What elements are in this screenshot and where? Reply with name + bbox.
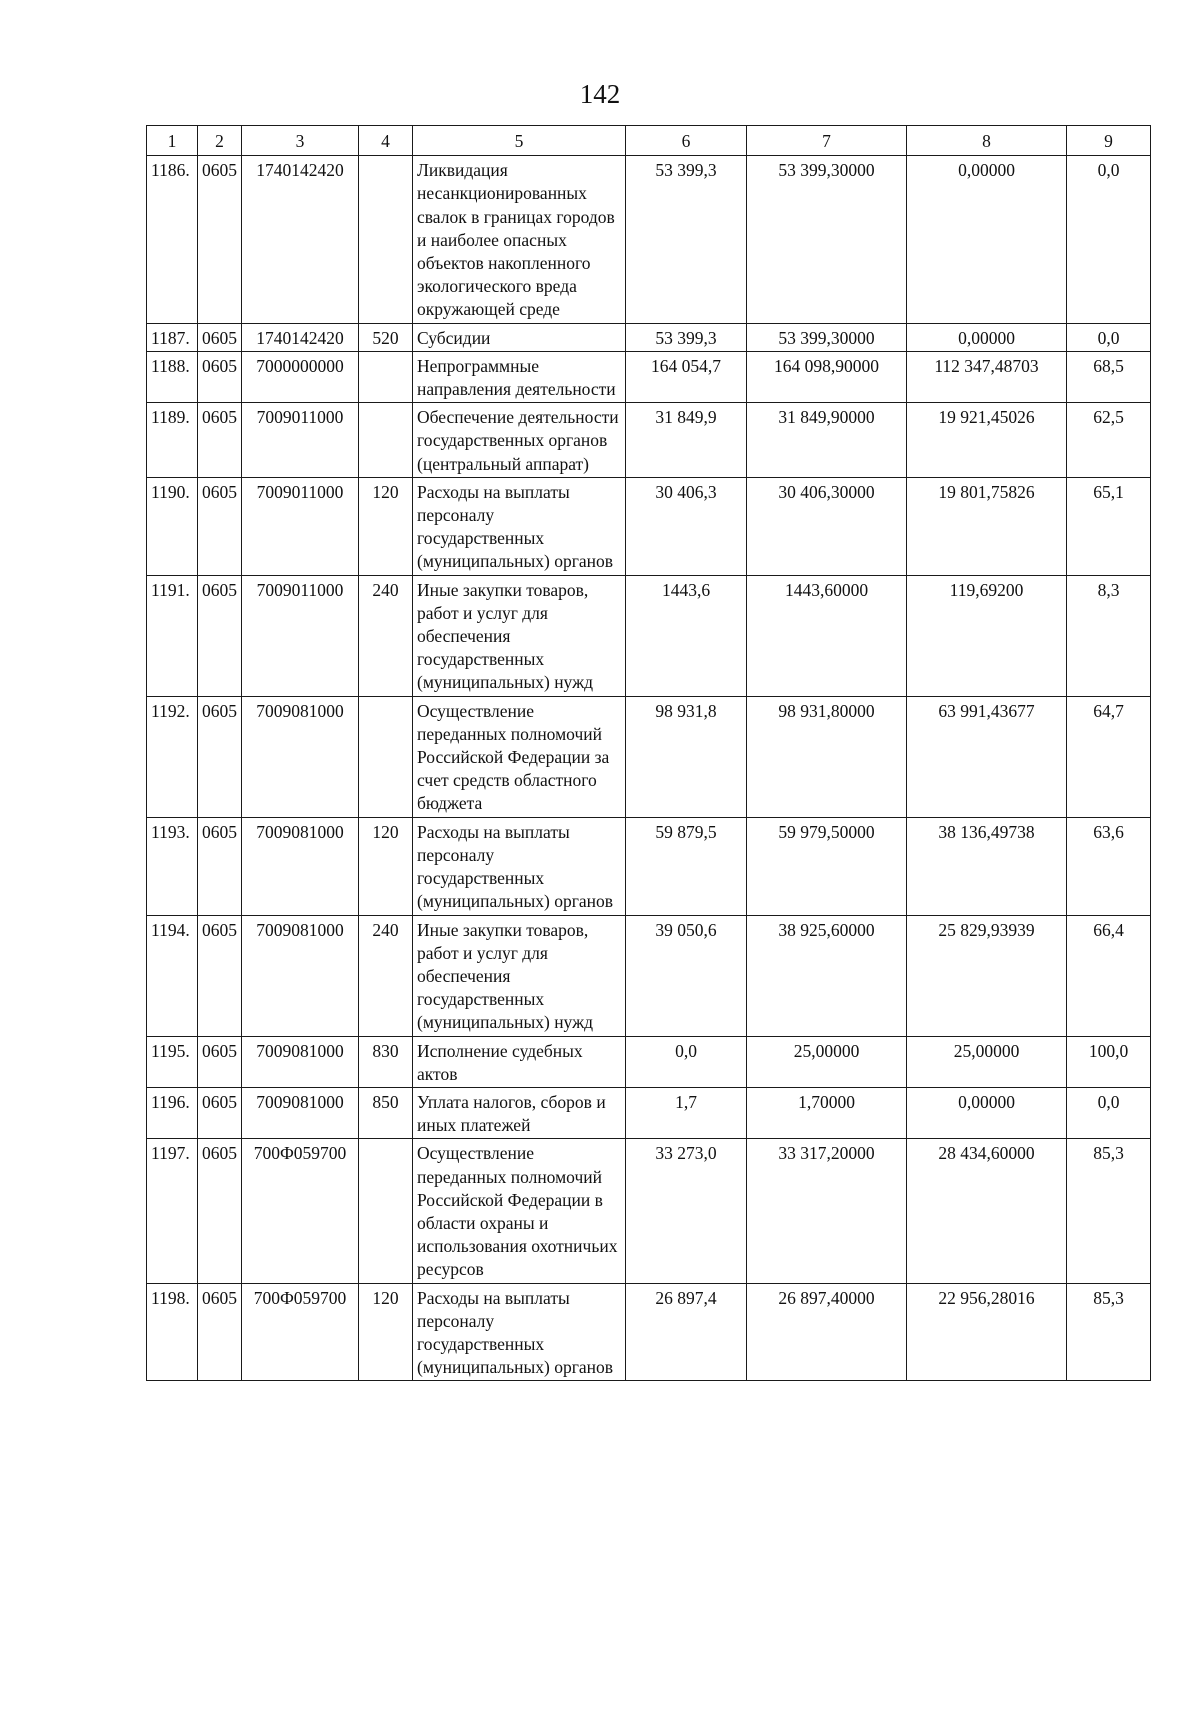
table-row [147, 696, 1151, 817]
target-code: 7009081000 [242, 817, 359, 915]
value-col-7: 26 897,40000 [747, 1283, 907, 1381]
target-code: 1740142420 [242, 156, 359, 323]
expense-type: 240 [359, 915, 413, 1036]
item-name: Осуществление переданных полномочий Российской Федерации за счет средств областного бюджета [413, 696, 626, 817]
value-col-8: 28 434,60000 [907, 1139, 1067, 1283]
header-cell-col-8: 8 [907, 126, 1067, 156]
value-col-7: 59 979,50000 [747, 817, 907, 915]
value-col-9: 68,5 [1067, 351, 1151, 402]
header-cell-col-9: 9 [1067, 126, 1151, 156]
section-code: 0605 [198, 1283, 242, 1381]
expense-type [359, 1139, 413, 1283]
value-col-7: 53 399,30000 [747, 323, 907, 351]
table-body [147, 156, 1151, 1381]
row-number: 1189. [147, 403, 198, 478]
section-code: 0605 [198, 1087, 242, 1138]
section-code: 0605 [198, 403, 242, 478]
value-col-8: 119,69200 [907, 575, 1067, 696]
item-name: Расходы на выплаты персоналу государственных (муниципальных) органов [413, 817, 626, 915]
header-cell-col-1: 1 [147, 126, 198, 156]
expense-type [359, 696, 413, 817]
section-code: 0605 [198, 351, 242, 402]
value-col-6: 30 406,3 [626, 477, 747, 575]
value-col-8: 63 991,43677 [907, 696, 1067, 817]
row-number: 1194. [147, 915, 198, 1036]
target-code: 7009011000 [242, 403, 359, 478]
row-number: 1187. [147, 323, 198, 351]
value-col-8: 19 921,45026 [907, 403, 1067, 478]
expense-type [359, 156, 413, 323]
value-col-6: 1443,6 [626, 575, 747, 696]
table-row [147, 1139, 1151, 1283]
expense-type: 850 [359, 1087, 413, 1138]
row-number: 1195. [147, 1036, 198, 1087]
target-code: 1740142420 [242, 323, 359, 351]
value-col-8: 38 136,49738 [907, 817, 1067, 915]
table-row [147, 1036, 1151, 1087]
item-name: Иные закупки товаров, работ и услуг для обеспечения государственных (муниципальных) нужд [413, 915, 626, 1036]
section-code: 0605 [198, 817, 242, 915]
table-row [147, 156, 1151, 323]
row-number: 1190. [147, 477, 198, 575]
target-code: 7009081000 [242, 696, 359, 817]
table-row [147, 323, 1151, 351]
table-row [147, 1087, 1151, 1138]
value-col-9: 8,3 [1067, 575, 1151, 696]
value-col-6: 26 897,4 [626, 1283, 747, 1381]
expense-type [359, 403, 413, 478]
value-col-8: 112 347,48703 [907, 351, 1067, 402]
item-name: Уплата налогов, сборов и иных платежей [413, 1087, 626, 1138]
row-number: 1196. [147, 1087, 198, 1138]
header-cell-col-3: 3 [242, 126, 359, 156]
value-col-6: 31 849,9 [626, 403, 747, 478]
value-col-6: 164 054,7 [626, 351, 747, 402]
value-col-7: 33 317,20000 [747, 1139, 907, 1283]
row-number: 1192. [147, 696, 198, 817]
value-col-8: 25,00000 [907, 1036, 1067, 1087]
value-col-8: 0,00000 [907, 156, 1067, 323]
section-code: 0605 [198, 477, 242, 575]
value-col-6: 59 879,5 [626, 817, 747, 915]
value-col-7: 1443,60000 [747, 575, 907, 696]
target-code: 7009011000 [242, 477, 359, 575]
target-code: 7009081000 [242, 1036, 359, 1087]
item-name: Иные закупки товаров, работ и услуг для обеспечения государственных (муниципальных) нужд [413, 575, 626, 696]
header-cell-col-6: 6 [626, 126, 747, 156]
expense-type: 830 [359, 1036, 413, 1087]
value-col-9: 85,3 [1067, 1283, 1151, 1381]
expense-type: 120 [359, 1283, 413, 1381]
section-code: 0605 [198, 915, 242, 1036]
value-col-6: 1,7 [626, 1087, 747, 1138]
value-col-6: 53 399,3 [626, 156, 747, 323]
row-number: 1188. [147, 351, 198, 402]
value-col-8: 19 801,75826 [907, 477, 1067, 575]
row-number: 1197. [147, 1139, 198, 1283]
item-name: Расходы на выплаты персоналу государственных (муниципальных) органов [413, 477, 626, 575]
section-code: 0605 [198, 696, 242, 817]
value-col-9: 65,1 [1067, 477, 1151, 575]
expense-type: 240 [359, 575, 413, 696]
value-col-9: 0,0 [1067, 323, 1151, 351]
item-name: Обеспечение деятельности государственных органов (центральный аппарат) [413, 403, 626, 478]
item-name: Субсидии [413, 323, 626, 351]
value-col-9: 0,0 [1067, 156, 1151, 323]
target-code: 700Ф059700 [242, 1139, 359, 1283]
row-number: 1191. [147, 575, 198, 696]
value-col-9: 66,4 [1067, 915, 1151, 1036]
row-number: 1198. [147, 1283, 198, 1381]
section-code: 0605 [198, 156, 242, 323]
value-col-8: 0,00000 [907, 323, 1067, 351]
table-row [147, 915, 1151, 1036]
value-col-9: 64,7 [1067, 696, 1151, 817]
target-code: 700Ф059700 [242, 1283, 359, 1381]
value-col-7: 98 931,80000 [747, 696, 907, 817]
item-name: Ликвидация несанкционированных свалок в границах городов и наиболее опасных объектов накопленного экологического вреда окружающей среде [413, 156, 626, 323]
header-cell-col-4: 4 [359, 126, 413, 156]
value-col-8: 25 829,93939 [907, 915, 1067, 1036]
page-number: 142 [579, 79, 621, 109]
value-col-9: 100,0 [1067, 1036, 1151, 1087]
value-col-7: 164 098,90000 [747, 351, 907, 402]
table-row [147, 351, 1151, 402]
value-col-7: 38 925,60000 [747, 915, 907, 1036]
table-row [147, 817, 1151, 915]
item-name: Расходы на выплаты персоналу государственных (муниципальных) органов [413, 1283, 626, 1381]
value-col-6: 33 273,0 [626, 1139, 747, 1283]
value-col-6: 53 399,3 [626, 323, 747, 351]
header-row [147, 126, 1151, 156]
value-col-8: 22 956,28016 [907, 1283, 1067, 1381]
value-col-9: 85,3 [1067, 1139, 1151, 1283]
table-row [147, 1283, 1151, 1381]
section-code: 0605 [198, 1139, 242, 1283]
expense-type [359, 351, 413, 402]
value-col-7: 25,00000 [747, 1036, 907, 1087]
value-col-9: 63,6 [1067, 817, 1151, 915]
value-col-9: 62,5 [1067, 403, 1151, 478]
expense-type: 120 [359, 817, 413, 915]
row-number: 1193. [147, 817, 198, 915]
value-col-6: 98 931,8 [626, 696, 747, 817]
target-code: 7009081000 [242, 915, 359, 1036]
expense-type: 120 [359, 477, 413, 575]
value-col-7: 53 399,30000 [747, 156, 907, 323]
section-code: 0605 [198, 575, 242, 696]
section-code: 0605 [198, 1036, 242, 1087]
table-row [147, 403, 1151, 478]
header-cell-col-5: 5 [413, 126, 626, 156]
table-row [147, 477, 1151, 575]
target-code: 7009081000 [242, 1087, 359, 1138]
header-cell-col-2: 2 [198, 126, 242, 156]
value-col-6: 39 050,6 [626, 915, 747, 1036]
value-col-7: 1,70000 [747, 1087, 907, 1138]
budget-table [146, 125, 1151, 1381]
target-code: 7000000000 [242, 351, 359, 402]
section-code: 0605 [198, 323, 242, 351]
value-col-7: 31 849,90000 [747, 403, 907, 478]
value-col-9: 0,0 [1067, 1087, 1151, 1138]
target-code: 7009011000 [242, 575, 359, 696]
value-col-8: 0,00000 [907, 1087, 1067, 1138]
table-row [147, 575, 1151, 696]
expense-type: 520 [359, 323, 413, 351]
item-name: Исполнение судебных актов [413, 1036, 626, 1087]
value-col-7: 30 406,30000 [747, 477, 907, 575]
table-header [147, 126, 1151, 156]
header-cell-col-7: 7 [747, 126, 907, 156]
row-number: 1186. [147, 156, 198, 323]
value-col-6: 0,0 [626, 1036, 747, 1087]
item-name: Осуществление переданных полномочий Российской Федерации в области охраны и использования охотничьих ресурсов [413, 1139, 626, 1283]
item-name: Непрограммные направления деятельности [413, 351, 626, 402]
